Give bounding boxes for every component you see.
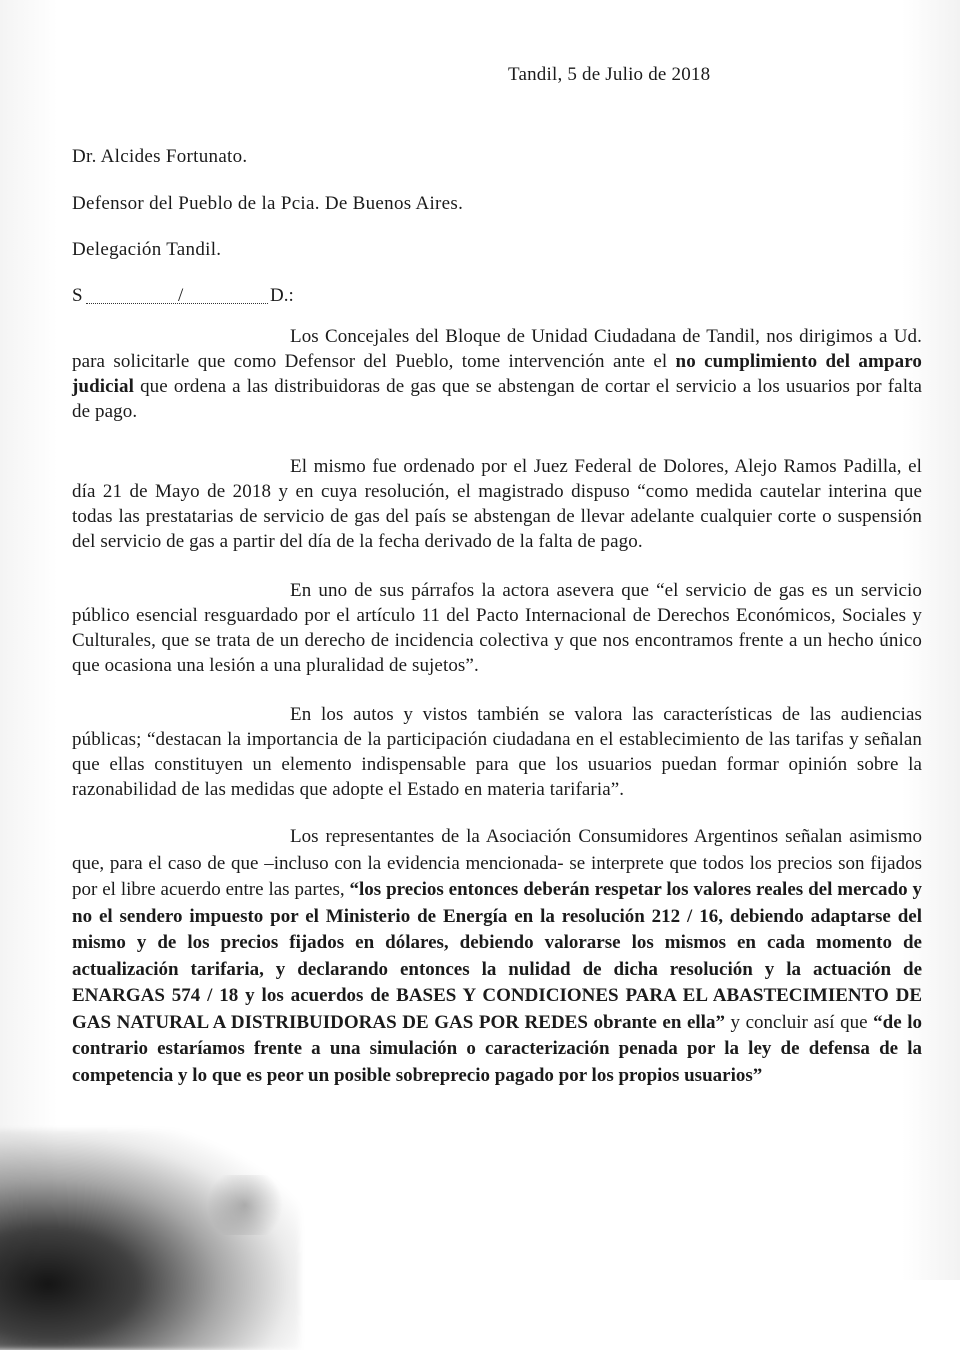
recipient-title: Defensor del Pueblo de la Pcia. De Buenos Aires. — [72, 193, 464, 214]
salutation-d: D.: — [270, 285, 294, 306]
scan-speck — [200, 1175, 290, 1235]
paragraph-request-bold: no cumplimiento del amparo judicial — [72, 351, 922, 397]
paragraph-audiencias: En los autos y vistos también se valora las características de las audiencias públicas; “destacan la importancia de la participación ciudadana en el establecimiento de las tarifas y señalan que ellas constituyen un elemento indispensable para que los usuarios puedan formar opinión sobre la razonabilidad de las medidas que adopte el Estado en materia tarifaria”. — [72, 704, 922, 800]
salutation-dotted-line — [86, 303, 268, 304]
paragraph-request — [72, 324, 922, 424]
recipient-office: Delegación Tandil. — [72, 239, 222, 260]
salutation-slash: / — [178, 285, 184, 306]
paragraph-consumidores-mid: y concluir así que — [724, 1011, 874, 1033]
paragraph-consumidores-quote-1: “los precios entonces deberán respetar los valores reales del mercado y no el sendero impuesto por el Ministerio de Energía en la resolución 212 / 16, debiendo adaptarse del mismo y de los precios fijados en dólares, debiendo valorarse los mismos en cada momento de actualización tarifaria, y declarando entonces la nulidad de dicha resolución y la actuación de ENARGAS 574 / 18 y los acuerdos de BASES Y CONDICIONES PARA EL ABASTECIMIENTO DE GAS NATURAL A DISTRIBUIDORAS DE GAS POR REDES obrante en ella” — [72, 879, 922, 1033]
scan-shadow — [0, 1130, 300, 1350]
salutation — [72, 285, 302, 309]
paragraph-request-text: Los Concejales del Bloque de Unidad Ciudadana de Tandil, nos dirigimos a Ud. para solicitarle que como Defensor del Pueblo, tome intervención ante el — [72, 326, 922, 372]
date-line: Tandil, 5 de Julio de 2018 — [508, 64, 711, 85]
paragraph-actora: En uno de sus párrafos la actora asevera que “el servicio de gas es un servicio público esencial resguardado por el artículo 11 del Pacto Internacional de Derechos Económicos, Sociales y Culturales, que se trata de un derecho de incidencia colectiva y que nos encontramos frente a un hecho único que ocasiona una lesión a una pluralidad de sujetos”. — [72, 580, 922, 676]
salutation-s: S — [72, 285, 83, 306]
paragraph-consumidores-quote-2: “de lo contrario estaríamos frente a una simulación o caracterización penada por la ley de defensa de la competencia y lo que es peor un posible sobreprecio pagado por los propios usuarios” — [72, 1011, 922, 1086]
paragraph-consumidores — [72, 824, 922, 1089]
paragraph-ruling: El mismo fue ordenado por el Juez Federal de Dolores, Alejo Ramos Padilla, el día 21 de Mayo de 2018 y en cuya resolución, el magistrado dispuso “como medida cautelar interina que todas las prestatarias de servicio de gas del país se abstengan de llevar adelante cualquier corte o suspensión del servicio de gas a partir del día de la fecha derivado de la falta de pago. — [72, 456, 922, 552]
recipient-name: Dr. Alcides Fortunato. — [72, 146, 248, 167]
paragraph-request-text-end: que ordena a las distribuidoras de gas que se abstengan de cortar el servicio a los usuarios por falta de pago. — [72, 376, 922, 422]
paragraph-consumidores-text: Los representantes de la Asociación Consumidores Argentinos señalan asimismo que, para el caso de que –incluso con la evidencia mencionada- se interprete que todos los precios son fijados por el libre acuerdo entre las partes, — [72, 826, 922, 900]
